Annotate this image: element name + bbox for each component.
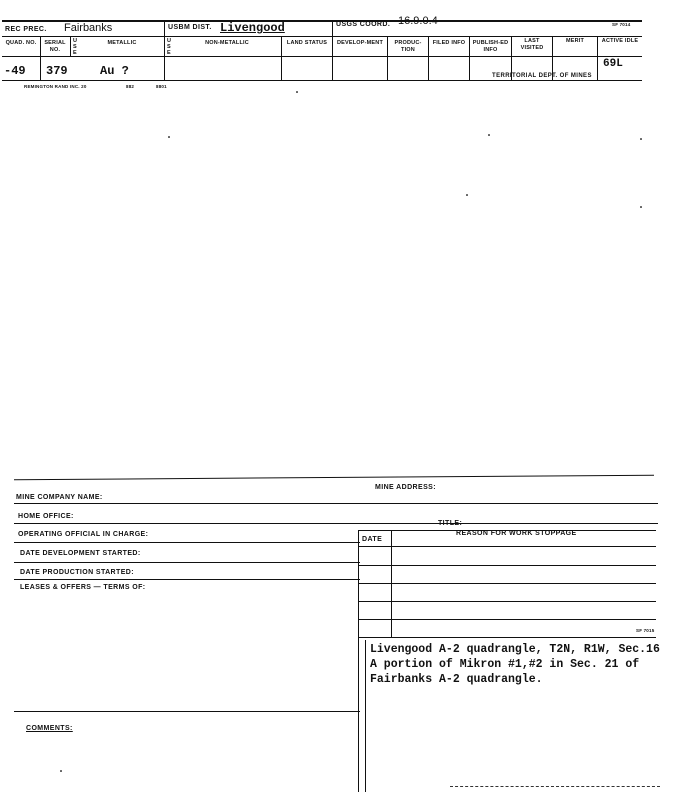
stoppage-row-4 [358, 601, 656, 602]
merit-header: MERIT [565, 38, 585, 44]
form-number: SF 7014 [612, 22, 631, 27]
use-header-2: U S E [167, 38, 172, 56]
form-number-bottom: SF 7015 [636, 628, 655, 633]
usgs-coord-label: USGS COORD. [336, 21, 391, 28]
development-header: DEVELOP-MENT [336, 40, 384, 46]
rec-prec-label: REC PREC. [5, 26, 47, 33]
stoppage-row-2 [358, 565, 656, 566]
usbm-dist-label: USBM DIST. [168, 24, 212, 31]
divider-pub [469, 36, 470, 80]
mine-company-name-label: MINE COMPANY NAME: [16, 494, 103, 501]
metallic-header: METALLIC [107, 40, 137, 46]
rule-company [14, 503, 658, 504]
scan-speck [640, 206, 642, 208]
footer-code-2: 8801 [156, 84, 167, 89]
metallic-value: Au ? [100, 64, 129, 78]
rule-production [14, 579, 360, 580]
stoppage-row-6 [358, 637, 656, 638]
quad-no-header: QUAD. NO. [5, 40, 37, 46]
bottom-card-top [14, 475, 654, 480]
scan-edge [450, 786, 660, 787]
scan-speck [296, 91, 298, 93]
non-metallic-header: NON-METALLIC [205, 40, 249, 46]
typed-note-line-2: A portion of Mikron #1,#2 in Sec. 21 of [370, 658, 640, 671]
land-status-header: LAND STATUS [286, 40, 328, 46]
divider-filed [428, 36, 429, 80]
active-idle-header: ACTIVE IDLE [601, 38, 639, 44]
use-header: U S E [73, 38, 78, 56]
divider-2 [332, 20, 333, 80]
active-value: 69L [603, 58, 623, 70]
published-info-header: PUBLISH-ED INFO [472, 40, 509, 53]
territorial-dept: TERRITORIAL DEPT. OF MINES [492, 73, 592, 79]
divider-1 [164, 20, 165, 80]
stoppage-row-3 [358, 583, 656, 584]
comments-divider [365, 640, 366, 792]
leases-offers-label: LEASES & OFFERS — TERMS OF: [20, 584, 146, 591]
title-label: TITLE: [438, 520, 463, 527]
comments-label: COMMENTS: [26, 725, 73, 732]
filed-info-header: FILED INFO [432, 40, 466, 46]
typed-note-line-3: Fairbanks A-2 quadrangle. [370, 673, 543, 686]
printer-credit: REMINGTON RAND INC. 20 [24, 84, 87, 89]
date-production-label: DATE PRODUCTION STARTED: [20, 569, 134, 576]
footer-code-1: 882 [126, 84, 135, 89]
typed-note [370, 642, 660, 687]
rule-home [14, 523, 658, 524]
usbm-dist-value: Livengood [220, 21, 285, 35]
header-bottom-rule [2, 56, 642, 57]
home-office-label: HOME OFFICE: [18, 513, 74, 520]
serial-value: 379 [46, 64, 68, 78]
date-development-label: DATE DEVELOPMENT STARTED: [20, 550, 141, 557]
usgs-coord-value: 16.9.0.4 [398, 15, 438, 27]
stoppage-row-5 [358, 619, 656, 620]
divider-land [281, 36, 282, 80]
last-visited-header: LAST VISITED [520, 38, 544, 51]
operating-official-label: OPERATING OFFICIAL IN CHARGE: [18, 531, 149, 538]
scan-speck [168, 136, 170, 138]
stoppage-row-1 [358, 546, 656, 547]
scan-speck [60, 770, 62, 772]
mine-address-label: MINE ADDRESS: [375, 484, 436, 491]
rule-development [14, 562, 360, 563]
header-rule [2, 36, 642, 37]
reason-column-header: REASON FOR WORK STOPPAGE [456, 530, 577, 537]
scan-speck [488, 134, 490, 136]
scan-speck [466, 194, 468, 196]
serial-no-header: SERIAL NO. [44, 40, 66, 53]
production-header: PRODUC-TION [394, 40, 422, 53]
scan-speck [640, 138, 642, 140]
quad-value: -49 [4, 64, 26, 78]
stoppage-left-border [358, 530, 359, 792]
rule-official [14, 542, 360, 543]
divider-active [597, 36, 598, 80]
card-bottom-rule [2, 80, 642, 81]
date-column-header: DATE [362, 536, 383, 543]
rec-prec-value: Fairbanks [64, 22, 113, 34]
rule-leases-bottom [14, 711, 360, 712]
divider-prod [387, 36, 388, 80]
divider-serial [70, 36, 71, 56]
typed-note-line-1: Livengood A-2 quadrangle, T2N, R1W, Sec.16 [370, 643, 660, 656]
